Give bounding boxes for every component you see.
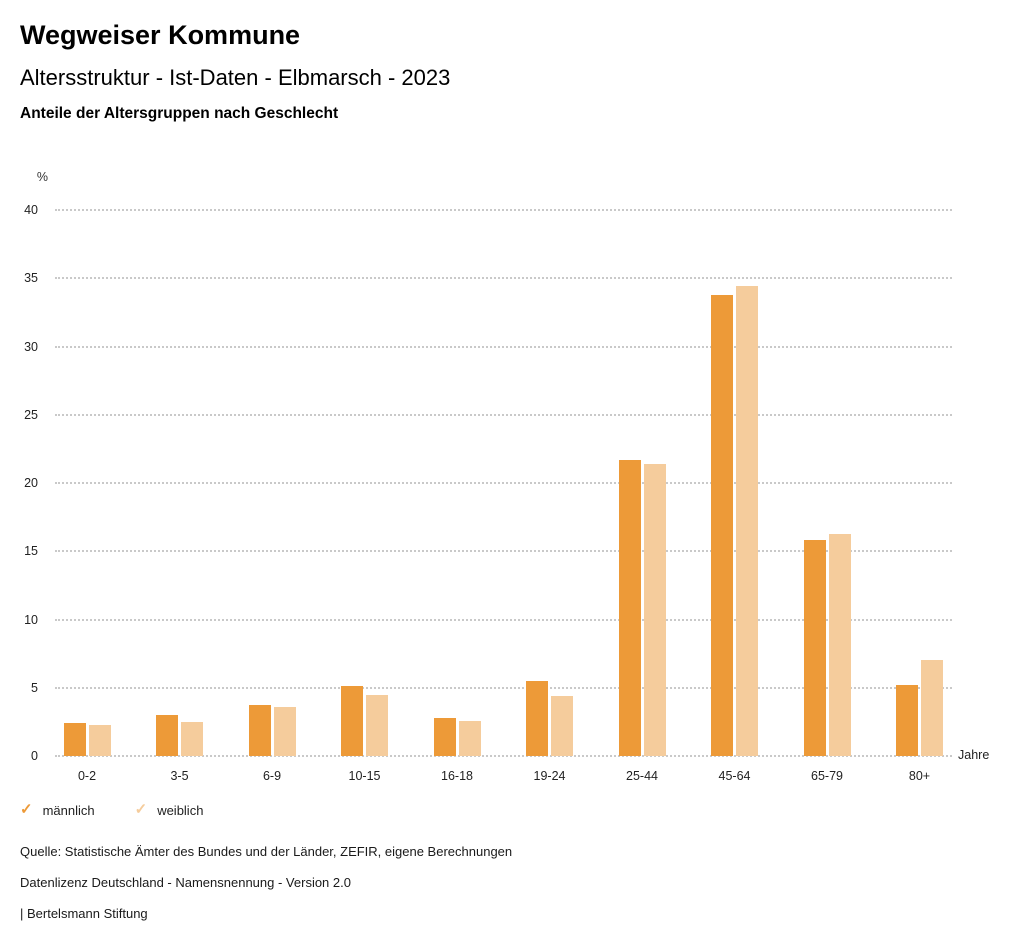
bar-männlich-65-79[interactable] bbox=[804, 540, 826, 756]
y-tick-label-15: 15 bbox=[24, 544, 38, 559]
bar-männlich-16-18[interactable] bbox=[434, 718, 456, 756]
legend-label-weiblich: weiblich bbox=[157, 802, 204, 818]
check-icon: ✓ bbox=[20, 801, 33, 818]
y-tick-label-5: 5 bbox=[31, 680, 38, 695]
gridline-40 bbox=[55, 209, 952, 211]
attribution-text: | Bertelsmann Stiftung bbox=[20, 906, 148, 921]
chart-heading: Anteile der Altersgruppen nach Geschlecht bbox=[20, 105, 339, 122]
bar-weiblich-16-18[interactable] bbox=[459, 721, 481, 756]
bar-weiblich-0-2[interactable] bbox=[89, 725, 111, 756]
bar-männlich-25-44[interactable] bbox=[619, 460, 641, 756]
check-icon: ✓ bbox=[134, 801, 148, 818]
gridline-25 bbox=[55, 414, 952, 416]
app-title: Wegweiser Kommune bbox=[20, 20, 301, 50]
bar-weiblich-6-9[interactable] bbox=[274, 707, 296, 756]
y-tick-label-0: 0 bbox=[31, 749, 38, 763]
source-text: Quelle: Statistische Ämter des Bundes und der Länder, ZEFIR, eigene Berechnungen bbox=[20, 844, 513, 859]
x-tick-label-6-9: 6-9 bbox=[262, 769, 282, 783]
y-tick-label-10: 10 bbox=[24, 612, 38, 627]
legend-item-maennlich[interactable] bbox=[20, 801, 95, 819]
x-tick-label-10-15: 10-15 bbox=[348, 769, 381, 783]
x-tick-label-16-18: 16-18 bbox=[441, 769, 473, 783]
bar-männlich-80+[interactable] bbox=[896, 685, 918, 756]
bar-männlich-6-9[interactable] bbox=[249, 705, 271, 756]
gridline-20 bbox=[55, 482, 952, 484]
y-tick-label-35: 35 bbox=[24, 271, 38, 286]
y-tick-label-20: 20 bbox=[24, 476, 38, 490]
x-tick-label-0-2: 0-2 bbox=[77, 769, 97, 783]
y-tick-label-30: 30 bbox=[24, 339, 38, 354]
bar-weiblich-45-64[interactable] bbox=[736, 286, 758, 756]
bar-männlich-0-2[interactable] bbox=[64, 723, 86, 756]
x-tick-label-19-24: 19-24 bbox=[533, 769, 566, 783]
bar-weiblich-10-15[interactable] bbox=[366, 695, 388, 756]
legend-item-weiblich[interactable] bbox=[135, 801, 204, 819]
gridline-30 bbox=[55, 346, 952, 348]
license-text: Datenlizenz Deutschland - Namensnennung - Version 2.0 bbox=[20, 875, 351, 890]
y-tick-label-40: 40 bbox=[24, 203, 38, 217]
bar-weiblich-65-79[interactable] bbox=[829, 534, 851, 756]
x-tick-label-45-64: 45-64 bbox=[718, 769, 751, 783]
x-tick-label-25-44: 25-44 bbox=[626, 769, 658, 783]
chart-subtitle: Altersstruktur - Ist-Daten - Elbmarsch - 2023 bbox=[20, 65, 451, 90]
legend-label-maennlich: männlich bbox=[42, 802, 95, 818]
gridline-35 bbox=[55, 277, 952, 279]
bar-männlich-45-64[interactable] bbox=[711, 295, 733, 756]
y-tick-label-25: 25 bbox=[24, 407, 38, 422]
bar-männlich-10-15[interactable] bbox=[341, 686, 363, 756]
bar-weiblich-19-24[interactable] bbox=[551, 696, 573, 756]
legend bbox=[20, 801, 243, 819]
bar-weiblich-80+[interactable] bbox=[921, 660, 943, 756]
bar-weiblich-25-44[interactable] bbox=[644, 464, 666, 756]
bar-chart bbox=[0, 160, 1024, 800]
bar-weiblich-3-5[interactable] bbox=[181, 722, 203, 756]
x-tick-label-65-79: 65-79 bbox=[811, 769, 843, 783]
bar-männlich-3-5[interactable] bbox=[156, 715, 178, 756]
x-tick-label-80+: 80+ bbox=[908, 769, 931, 783]
y-axis-unit-label: % bbox=[36, 170, 48, 184]
x-axis-unit-label: Jahre bbox=[958, 748, 990, 762]
x-tick-label-3-5: 3-5 bbox=[170, 769, 189, 783]
bar-männlich-19-24[interactable] bbox=[526, 681, 548, 756]
